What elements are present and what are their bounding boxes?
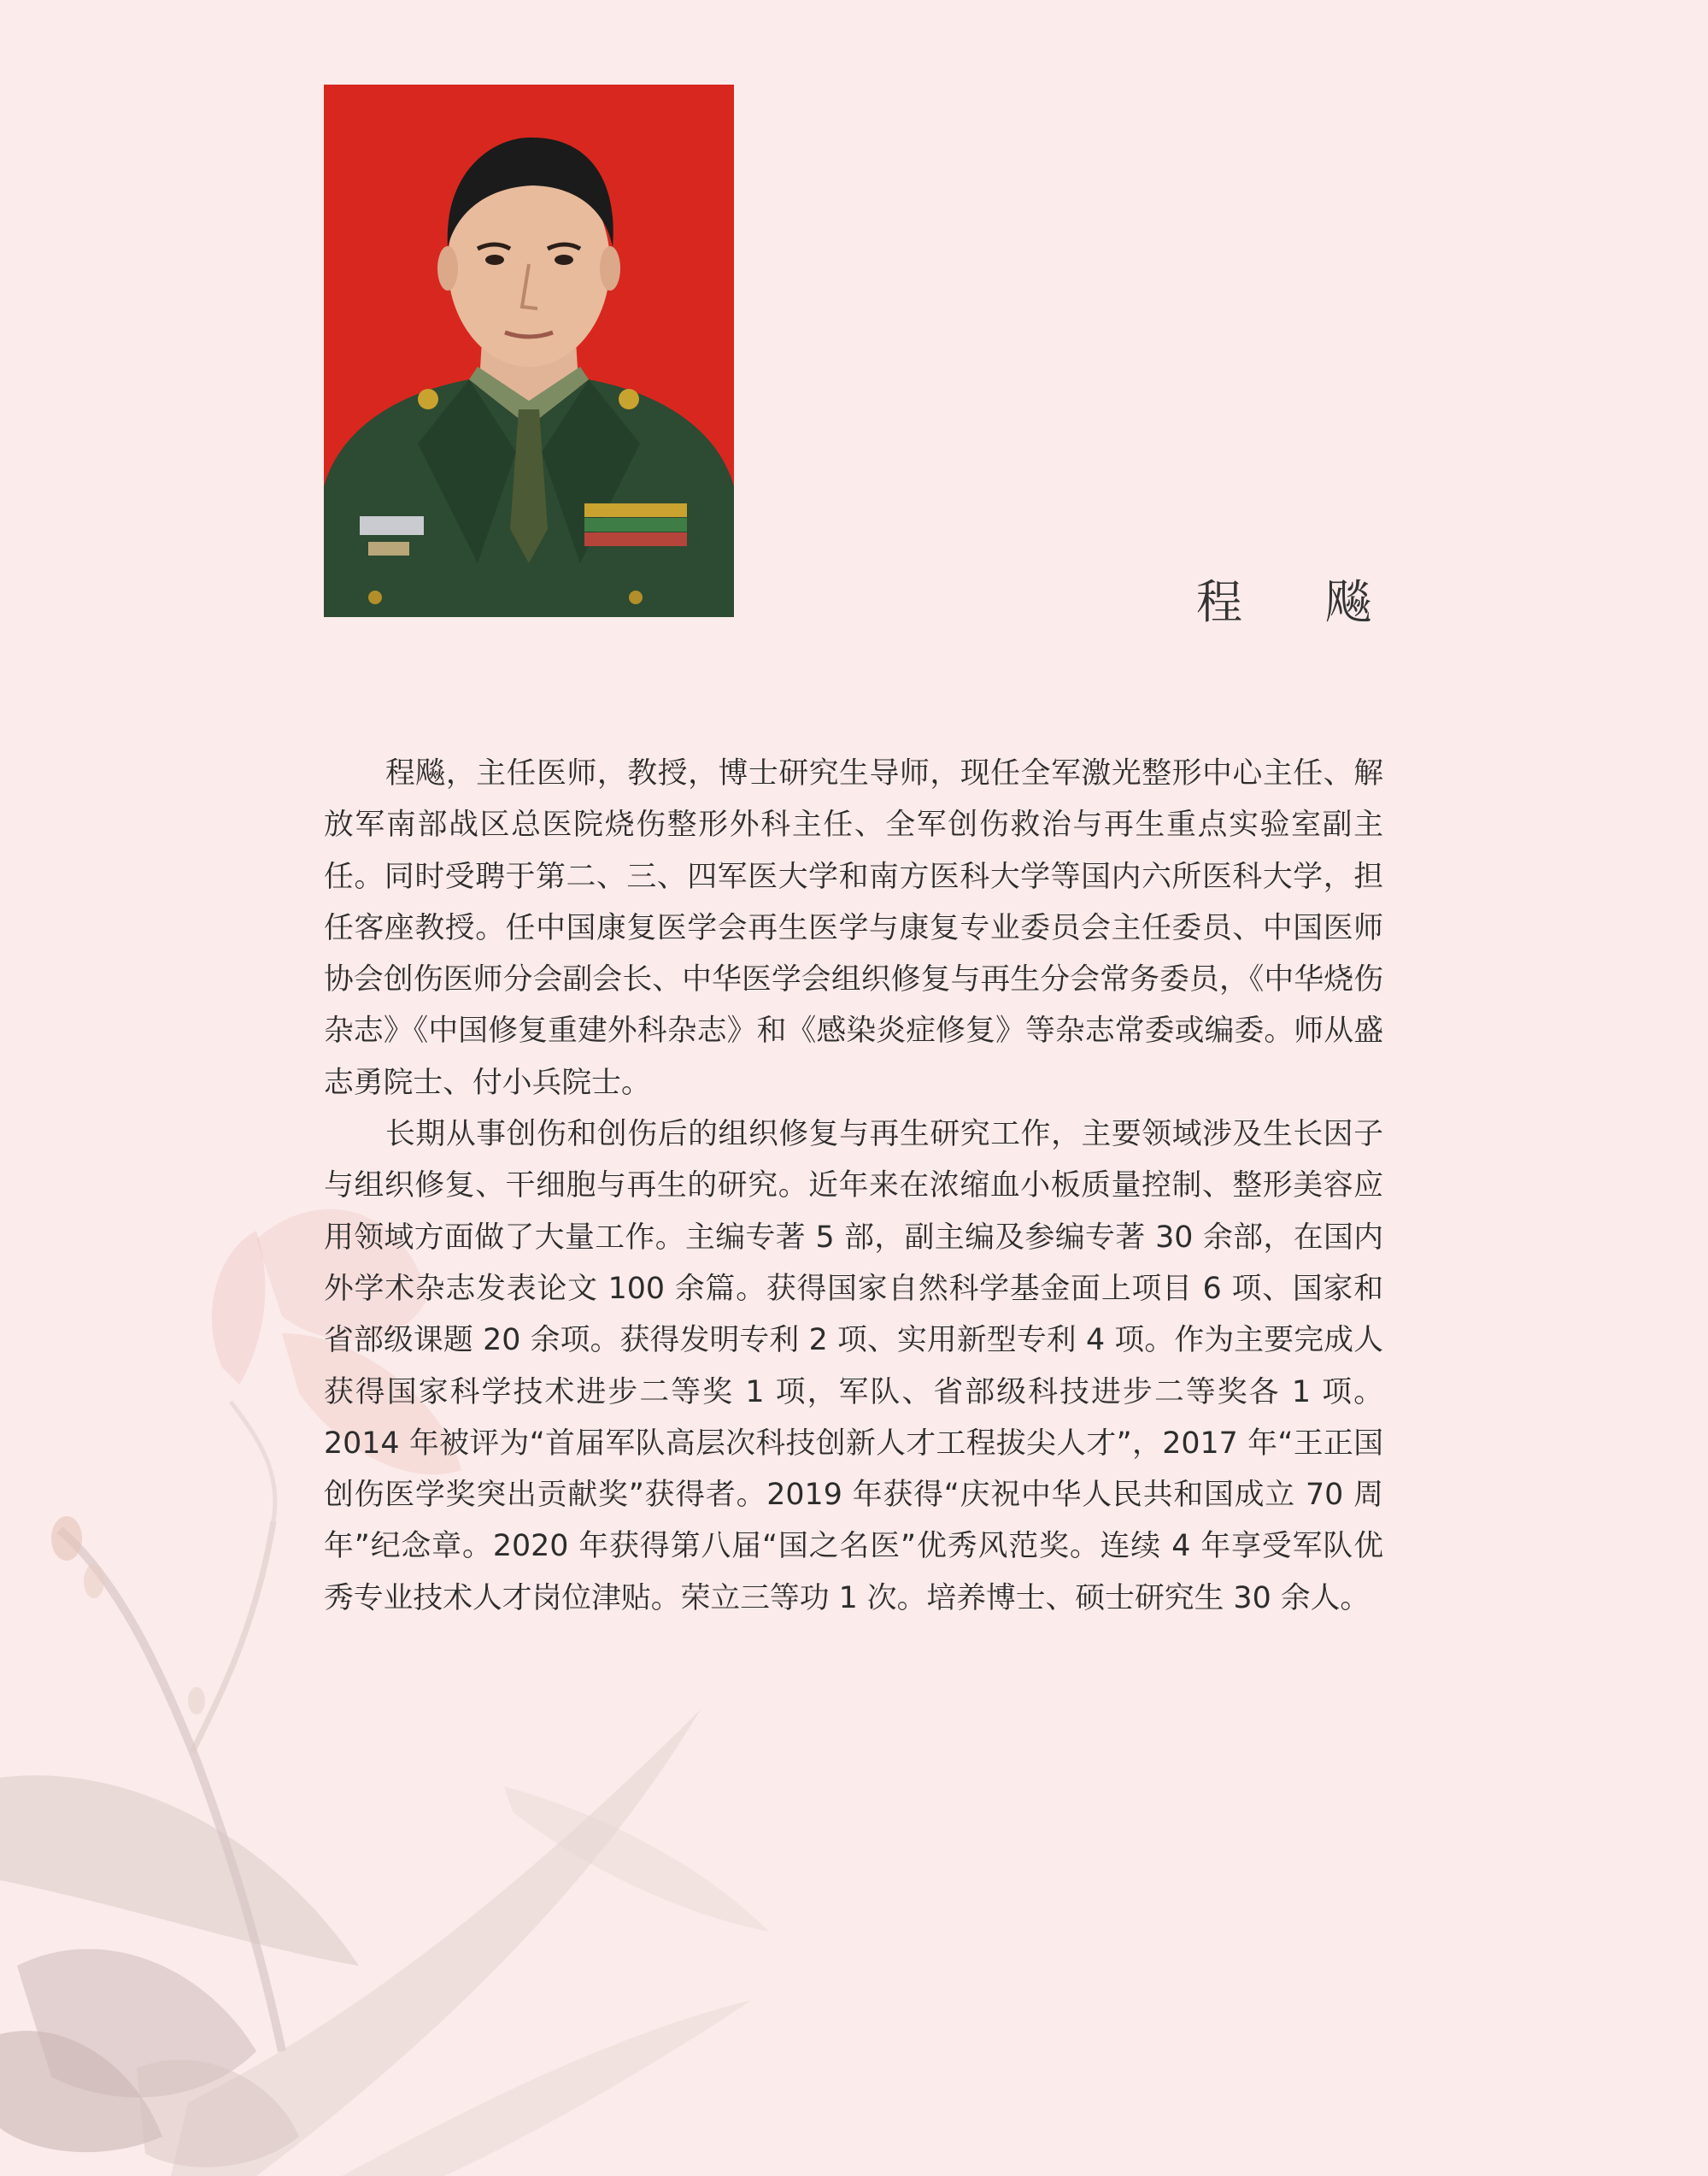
- person-name: 程 飚: [1196, 575, 1406, 629]
- bio-paragraph: 长期从事创伤和创伤后的组织修复与再生研究工作，主要领域涉及生长因子与组织修复、干细胞与再生的研究。近年来在浓缩血小板质量控制、整形美容应用领域方面做了大量工作。主编专著 5 部，副主编及参编专著 30 余部，在国内外学术杂志发表论文 100 余篇。获得国家自然科学基金面上项目 6 项、国家和省部级课题 20 余项。获得发明专利 2 项、实用新型专利 4 项。作为主要完成人获得国家科学技术进步二等奖 1 项，军队、省部级科技进步二等奖各 1 项。2014 年被评为“首届军队高层次科技创新人才工程拔尖人才”，2017 年“王正国创伤医学奖突出贡献奖”获得者。2019 年获得“庆祝中华人民共和国成立 70 周年”纪念章。2020 年获得第八届“国之名医”优秀风范奖。连续 4 年享受军队优秀专业技术人才岗位津贴。荣立三等功 1 次。培养博士、硕士研究生 30 余人。: [324, 1117, 1383, 1615]
- portrait-photo: [324, 85, 734, 617]
- biography: [324, 748, 1383, 1624]
- bio-paragraph: 程飚，主任医师，教授，博士研究生导师，现任全军激光整形中心主任、解放军南部战区总医院烧伤整形外科主任、全军创伤救治与再生重点实验室副主任。同时受聘于第二、三、四军医大学和南方医科大学等国内六所医科大学，担任客座教授。任中国康复医学会再生医学与康复专业委员会主任委员、中国医师协会创伤医师分会副会长、中华医学会组织修复与再生分会常务委员，《中华烧伤杂志》《中国修复重建外科杂志》和《感染炎症修复》等杂志常委或编委。师从盛志勇院士、付小兵院士。: [324, 756, 1383, 1100]
